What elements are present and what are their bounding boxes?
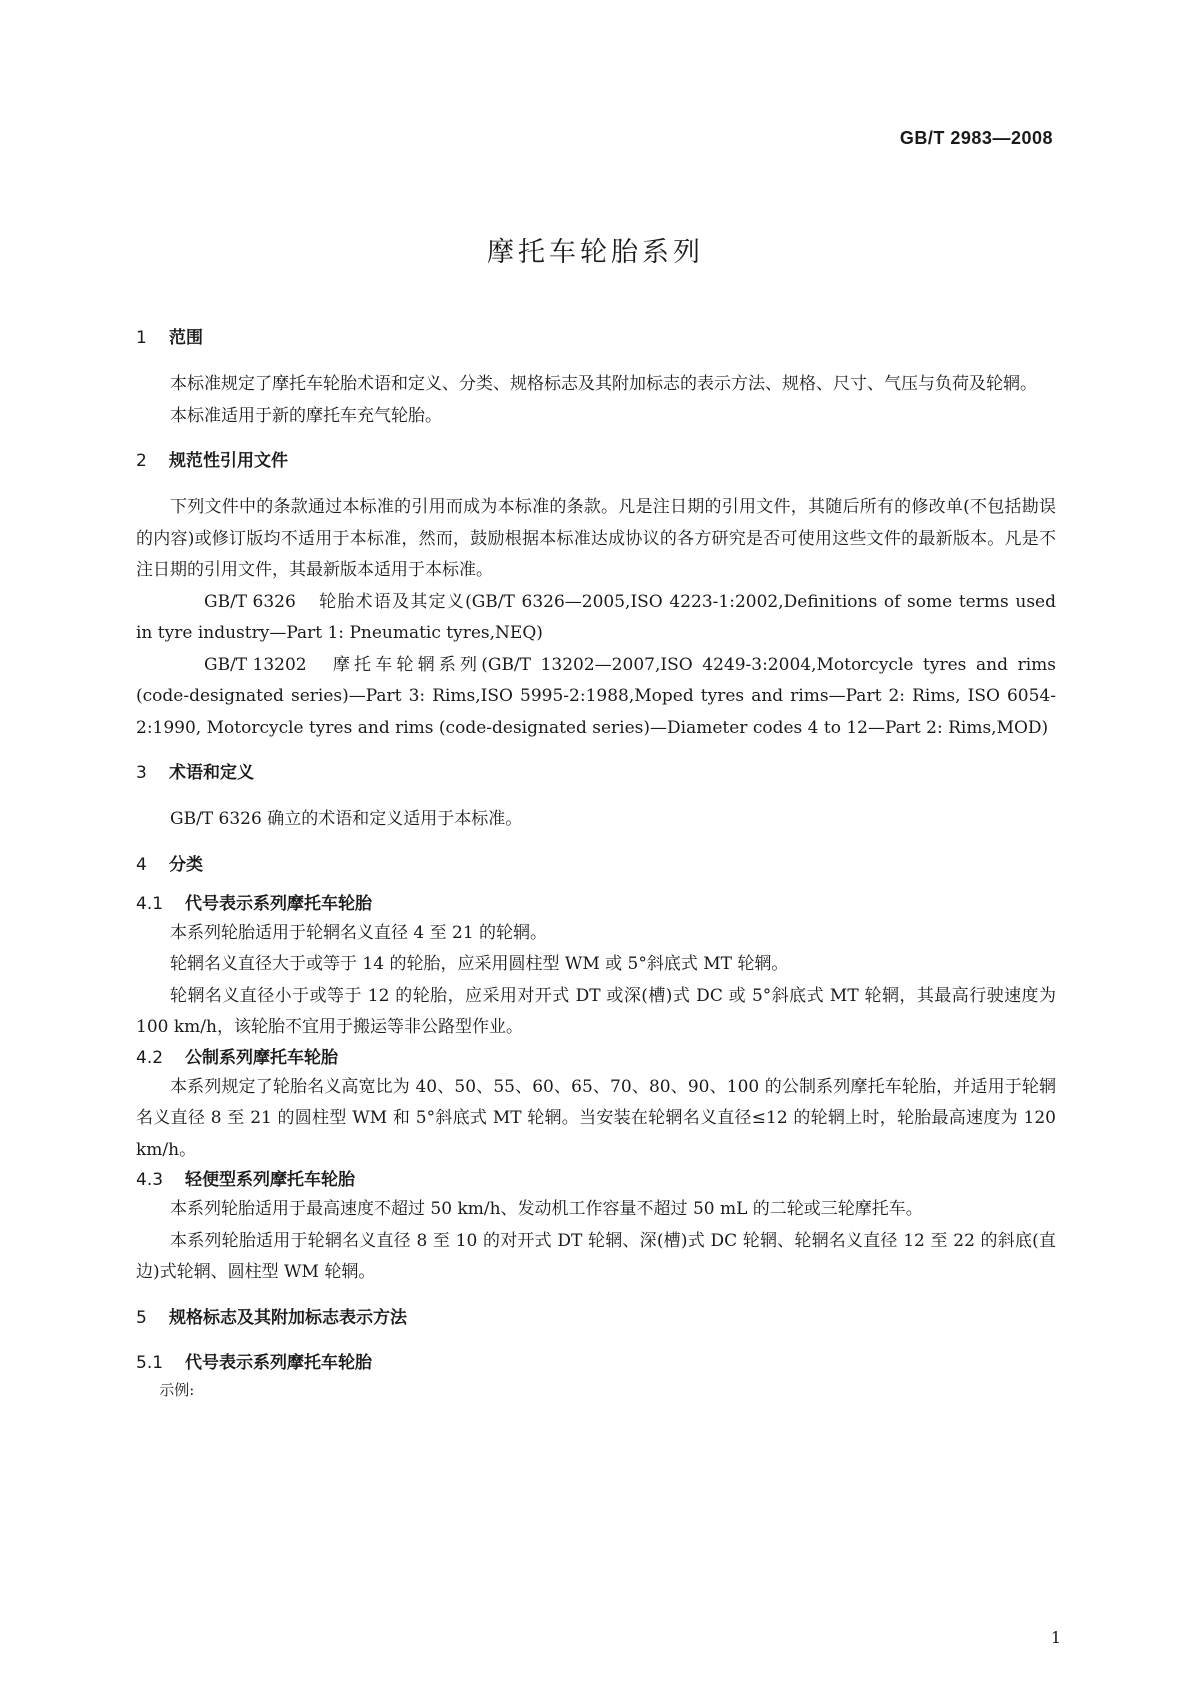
section-number: 1 [136,328,147,348]
document-title: 摩托车轮胎系列 [487,237,704,268]
page-number: 1 [1050,1628,1061,1647]
section-number: 2 [136,451,147,471]
section-title: 分类 [169,854,203,875]
standard-code: GB/T 2983—2008 [899,128,1053,148]
section-number: 5 [136,1307,147,1328]
subsection-number: 4.1 [136,893,164,914]
example-label: 示例: [159,1380,195,1399]
section-number: 4 [136,854,147,875]
subsection-4-2-heading [136,1044,1056,1072]
section-title: 规范性引用文件 [169,451,288,471]
subsection-title: 公制系列摩托车轮胎 [185,1047,338,1068]
paragraph: 轮辋名义直径大于或等于 14 的轮胎，应采用圆柱型 WM 或 5°斜底式 MT 轮辋。 [170,954,789,974]
subsection-title: 轻便型系列摩托车轮胎 [185,1170,355,1190]
subsection-number: 4.3 [136,1170,164,1190]
reference-text: 摩托车轮辋系列(GB/T 13202—2007,ISO 4249-3:2004,Motorcycle tyres and rims (code-designated series)—Part 3: Rims,ISO 5995-2:1988,Moped tyres and rims—Part 2: Rims, ISO 6054-2:1990, Motorcycle tyres and rims (code-designated series)—Diameter codes 4 to 12—Part 2: Rims,MOD) [136,654,1056,738]
paragraph: 本标准规定了摩托车轮胎术语和定义、分类、规格标志及其附加标志的表示方法、规格、尺寸、气压与负荷及轮辋。 [170,374,1037,394]
paragraph: 本系列轮胎适用于轮辋名义直径 8 至 10 的对开式 DT 轮辋、深(槽)式 DC 轮辋、轮辋名义直径 12 至 22 的斜底(直边)式轮辋、圆柱型 WM 轮辋。 [136,1230,1056,1282]
paragraph: GB/T 6326 确立的术语和定义适用于本标准。 [170,809,523,829]
section-4-heading [136,852,1056,878]
document-body [136,325,1056,1403]
section-title: 范围 [169,328,203,348]
subsection-4-1-heading [136,890,1056,918]
subsection-number: 4.2 [136,1047,164,1068]
paragraph: 下列文件中的条款通过本标准的引用而成为本标准的条款。凡是注日期的引用文件，其随后所有的修改单(不包括勘误的内容)或修订版均不适用于本标准，然而，鼓励根据本标准达成协议的各方研究是否可使用这些文件的最新版本。凡是不注日期的引用文件，其最新版本适用于本标准。 [136,497,1056,580]
section-title: 术语和定义 [169,763,254,783]
paragraph: 本系列轮胎适用于轮辋名义直径 4 至 21 的轮辋。 [170,922,548,943]
reference-text: 轮胎术语及其定义(GB/T 6326—2005,ISO 4223-1:2002,Definitions of some terms used in tyre industry—Part 1: Pneumatic tyres,NEQ) [136,591,1056,643]
paragraph: 本标准适用于新的摩托车充气轮胎。 [170,405,442,426]
reference-code: GB/T 13202 [204,654,307,675]
reference-item [136,587,1056,650]
subsection-5-1-heading [136,1349,1056,1377]
section-number: 3 [136,763,147,783]
reference-code: GB/T 6326 [204,591,296,612]
section-title: 规格标志及其附加标志表示方法 [169,1307,407,1328]
subsection-4-3-heading [136,1166,1056,1194]
section-2-heading [136,448,1056,474]
paragraph: 轮辋名义直径小于或等于 12 的轮胎，应采用对开式 DT 或深(槽)式 DC 或 5°斜底式 MT 轮辋，其最高行驶速度为 100 km/h，该轮胎不宜用于搬运等非公路型作业。 [136,985,1056,1037]
subsection-title: 代号表示系列摩托车轮胎 [185,1352,372,1373]
paragraph: 本系列规定了轮胎名义高宽比为 40、50、55、60、65、70、80、90、100 的公制系列摩托车轮胎，并适用于轮辋名义直径 8 至 21 的圆柱型 WM 和 5°斜底式 MT 轮辋。当安装在轮辋名义直径≤12 的轮辋上时，轮胎最高速度为 120 km/h。 [136,1076,1056,1160]
section-3-heading [136,760,1056,786]
reference-item [136,650,1056,745]
section-5-heading [136,1305,1056,1331]
paragraph: 本系列轮胎适用于最高速度不超过 50 km/h、发动机工作容量不超过 50 mL 的二轮或三轮摩托车。 [170,1199,923,1219]
subsection-title: 代号表示系列摩托车轮胎 [185,893,372,914]
subsection-number: 5.1 [136,1352,164,1373]
section-1-heading [136,325,1056,351]
